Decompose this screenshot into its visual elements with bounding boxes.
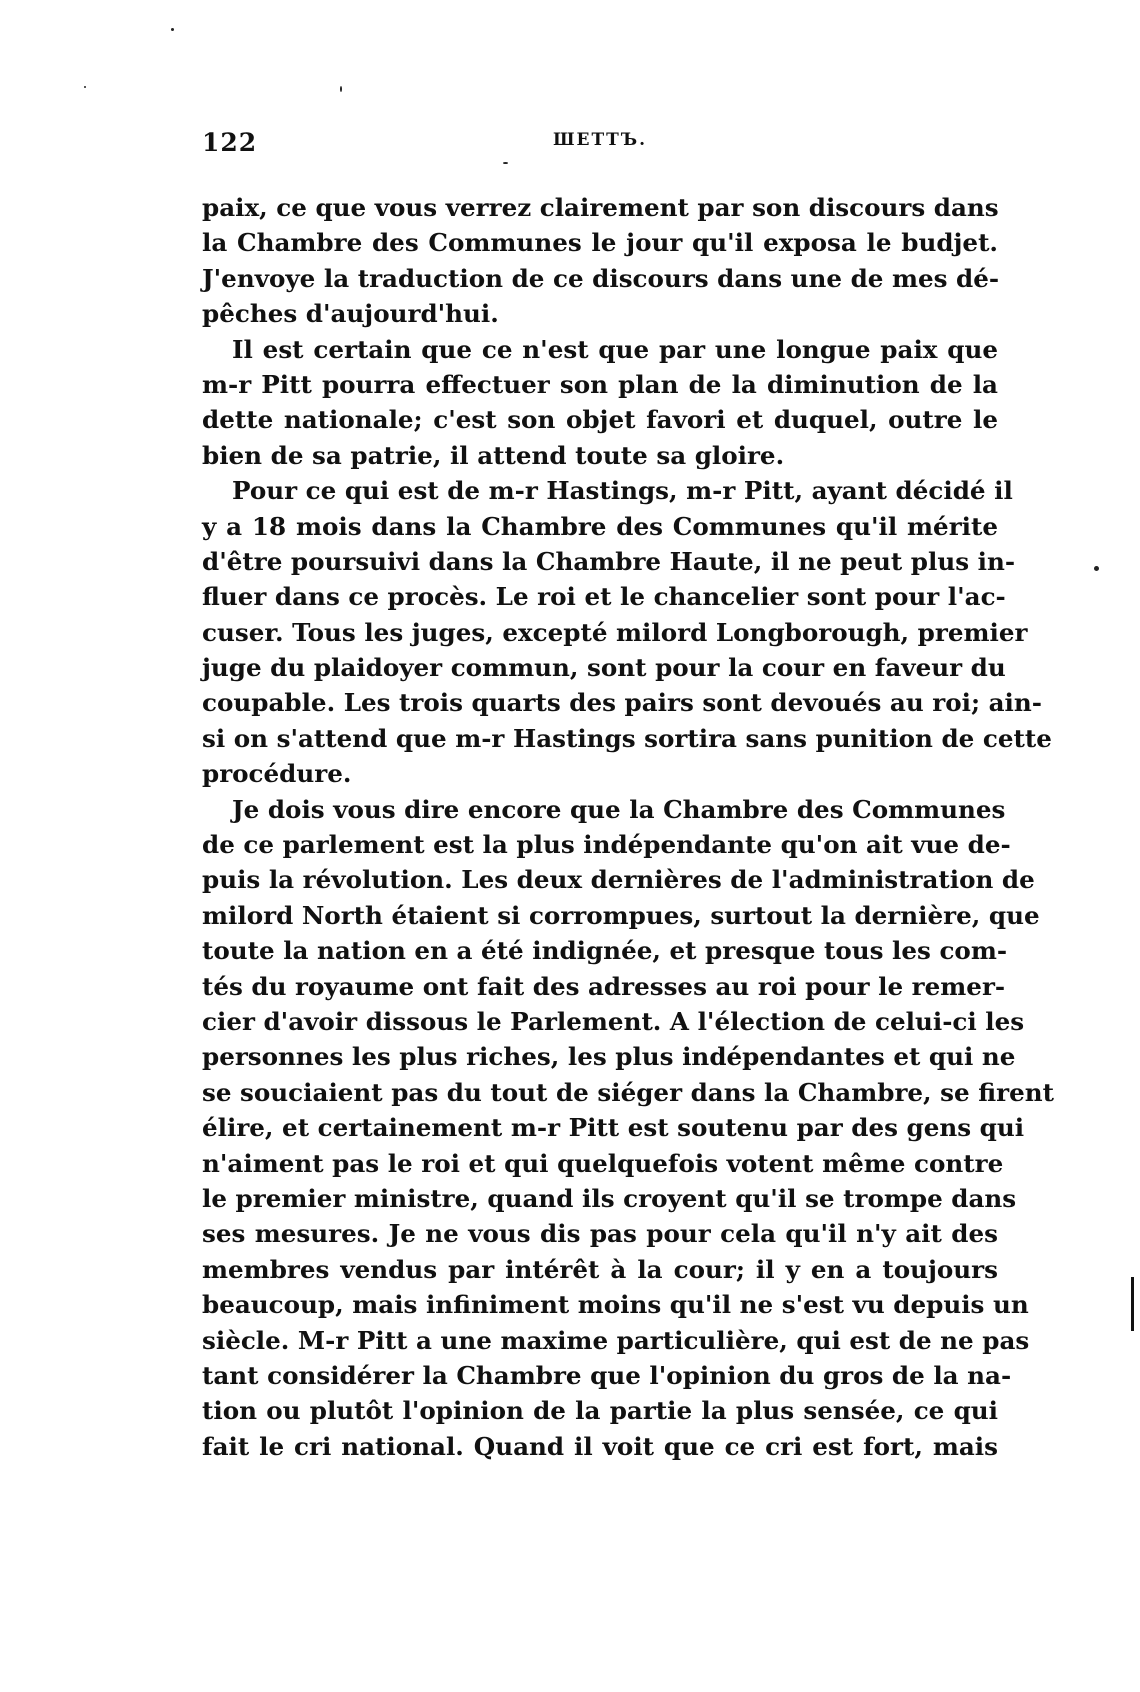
scan-speck	[340, 86, 342, 92]
text-line: tion ou plutôt l'opinion de la partie la plus sensée, ce qui	[202, 1396, 998, 1426]
text-line: fluer dans ce procès. Le roi et le chancelier sont pour l'ac-	[202, 582, 1006, 612]
text-line: Pour ce qui est de m-r Hastings, m-r Pitt, ayant décidé il	[232, 476, 1013, 506]
page-header	[202, 128, 998, 164]
text-line: membres vendus par intérêt à la cour; il y en a toujours	[202, 1254, 998, 1284]
text-line: beaucoup, mais infiniment moins qu'il ne s'est vu depuis un	[202, 1290, 1029, 1320]
scan-speck	[84, 86, 86, 88]
body-text	[202, 190, 1054, 1464]
text-line: dette nationale; c'est son objet favori et duquel, outre le	[202, 405, 998, 435]
text-line: paix, ce que vous verrez clairement par son discours dans	[202, 193, 999, 222]
text-line: si on s'attend que m-r Hastings sortira sans punition de cette	[202, 723, 1052, 753]
text-line: de ce parlement est la plus indépendante qu'on ait vue de-	[202, 830, 1011, 860]
text-line: juge du plaidoyer commun, sont pour la cour en faveur du	[202, 653, 1006, 683]
page-number: 122	[202, 128, 258, 157]
text-line: toute la nation en a été indignée, et presque tous les com-	[202, 936, 1008, 966]
text-line: la Chambre des Communes le jour qu'il exposa le budjet.	[202, 228, 998, 258]
text-line: d'être poursuivi dans la Chambre Haute, il ne peut plus in-	[202, 546, 1016, 576]
text-line: personnes les plus riches, les plus indépendantes et qui ne	[202, 1042, 1016, 1072]
text-line: bien de sa patrie, il attend toute sa gloire.	[202, 440, 785, 470]
text-line: tant considérer la Chambre que l'opinion du gros de la na-	[202, 1360, 1012, 1390]
text-line: Je dois vous dire encore que la Chambre des Communes	[232, 794, 1006, 824]
text-line: fait le cri national. Quand il voit que ce cri est fort, mais	[202, 1431, 998, 1461]
text-line: le premier ministre, quand ils croyent qu'il se trompe dans	[202, 1183, 1017, 1213]
text-line: m-r Pitt pourra effectuer son plan de la diminution de la	[202, 369, 998, 399]
running-head: ШЕТТЪ.	[553, 130, 647, 150]
text-line: y a 18 mois dans la Chambre des Communes qu'il mérite	[202, 511, 998, 541]
text-line: cuser. Tous les juges, excepté milord Longborough, premier	[202, 617, 1028, 647]
scan-speck	[503, 162, 508, 164]
text-line: élire, et certainement m-r Pitt est soutenu par des gens qui	[202, 1113, 1025, 1143]
text-line: n'aiment pas le roi et qui quelquefois votent même contre	[202, 1148, 1004, 1178]
text-line: milord North étaient si corrompues, surtout la dernière, que	[202, 900, 1040, 930]
text-line: se souciaient pas du tout de siéger dans la Chambre, se firent	[202, 1077, 1054, 1107]
text-line: Il est certain que ce n'est que par une longue paix que	[232, 334, 998, 364]
text-line: J'envoye la traduction de ce discours dans une de mes dé-	[202, 263, 1000, 293]
scan-speck	[1094, 566, 1099, 571]
text-line: tés du royaume ont fait des adresses au roi pour le remer-	[202, 971, 1006, 1001]
text-line: pêches d'aujourd'hui.	[202, 299, 499, 329]
text-line: procédure.	[202, 759, 352, 789]
scan-edge-mark	[1131, 1277, 1134, 1331]
text-line: cier d'avoir dissous le Parlement. A l'élection de celui-ci les	[202, 1006, 1025, 1036]
text-line: puis la révolution. Les deux dernières de l'administration de	[202, 865, 1035, 895]
text-line: ses mesures. Je ne vous dis pas pour cela qu'il n'y ait des	[202, 1219, 998, 1249]
text-line: coupable. Les trois quarts des pairs sont devoués au roi; ain-	[202, 688, 1042, 718]
text-line: siècle. M-r Pitt a une maxime particulière, qui est de ne pas	[202, 1325, 1030, 1355]
scan-speck	[171, 28, 174, 31]
